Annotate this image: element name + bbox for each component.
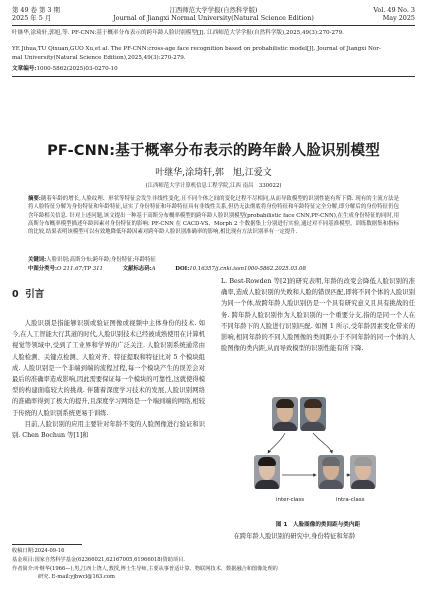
label-inter-class: inter-class	[276, 497, 305, 503]
footnote-author-line1: 作者简介:叶继华(1966—),男,江西上饶人,教授,博士生导师,主要从事普适计算、物联网技术、数据融合和图像处理的	[12, 566, 278, 572]
figure-caption: 图 1 人脸图像的类间距与类内距	[275, 522, 361, 528]
footnote-fund: 基金项目:国家自然科学基金(62366021,62167005,61966018)资助项目.	[12, 557, 185, 563]
article-number-label: 文章编号:	[12, 66, 37, 72]
abstract-label: 摘要:	[28, 196, 41, 202]
label-intra-class: intra-class	[336, 497, 365, 503]
doi-value: 10.16357/j.cnki.issn1000-5862.2025.03.08	[189, 266, 306, 272]
left-column	[12, 318, 205, 441]
paper-title: PF-CNN:基于概率分布表示的跨年龄人脸识别模型	[47, 143, 380, 159]
journal-title	[0, 6, 427, 22]
header-rule	[12, 25, 415, 26]
clc-value: O 211.67;TP 311	[56, 266, 103, 272]
volume-issue: 第 49 卷 第 3 期	[12, 6, 60, 14]
footnote-rule	[12, 544, 82, 545]
citation-en	[12, 45, 415, 63]
footnote-author-line2: 研究. E-mail:yjhwcl@163.com	[38, 574, 115, 581]
keywords-text: 人脸识别;高斯分布;跨年龄;身份特征;年龄特征	[46, 257, 156, 263]
issue-date-cn: 2025 年 5 月	[12, 14, 52, 22]
article-number-value: 1000-5862(2025)03-0270-10	[36, 66, 118, 72]
doi-label: DOI:	[175, 266, 190, 272]
clc-label: 中图分类号:	[28, 266, 57, 272]
right-column	[221, 276, 415, 354]
doc-code-label: 文献标志码:	[122, 266, 152, 272]
citation-rule	[12, 76, 415, 77]
section-heading	[12, 286, 44, 300]
paragraph: 人脸识别是指能够识别或验证图像或视频中主体身份的技术. 如今,在人工智能大行其道的时代,人脸识别技术已经被成熟使用在计算机视觉等领域中,受到了工业界和学界的广泛关注. 人脸识别系统通常由人脸检测、关键点检测、人脸对齐、特征提取和特征比对 5 个模块组成. 人脸识别是一个非端到端的流程过程,每一个模块产生的误差会对最后的准确率造成影响,因此需要保证每一个模块的可靠性,这就使得模型的构建面临较大的挑战. 伴随着深度学习技术的发展,人脸识别网络的准确率得到了极大的提升,且深度学习网络是一个端到端的网络,相较于传统的人脸识别系统更易于训练.	[12, 320, 205, 417]
issue-date-en: May 2025	[382, 14, 415, 22]
journal-title-en: Journal of Jiangxi Normal University(Natural Science Edition)	[113, 14, 314, 22]
journal-volume-en	[373, 6, 415, 22]
doc-code-value: A	[151, 266, 156, 272]
volume-issue-en: Vol. 49 No. 3	[373, 6, 415, 14]
figure-arrows	[240, 395, 400, 515]
citation-cn: 叶继华,涂琦轩,郭旭,等. PF-CNN:基于概率分布表示的跨年龄人脸识别模型[J]. 江西师范大学学报(自然科学版),2025,49(3):270-279.	[12, 30, 344, 36]
footnote-author	[12, 565, 415, 582]
citation-en-line2: mal University(Natural Science Edition),2025,49(3):270-279.	[12, 55, 186, 61]
paragraph: 目前,人脸识别的应用主要针对年龄不变的人脸图像进行验证和识别. Chen Bochun 等[1]和	[12, 420, 205, 440]
journal-title-cn: 江西师范大学学报(自然科学版)	[169, 6, 258, 14]
article-number	[12, 65, 415, 74]
footnote-received: 收稿日期:2024-09-16	[12, 548, 65, 554]
section-title: 引言	[25, 289, 45, 300]
keywords-label: 关键词:	[28, 257, 47, 263]
citation-en-line1: YE Jihua,TU Qixuan,GUO Xu,et al. The PF-CNN:cross-age face recognition based on probabilistic model[J]. Journal of Jiangxi Nor-	[12, 46, 381, 52]
paragraph: 在跨年龄人脸识别的研究中,身份特征和年龄	[233, 533, 356, 540]
abstract	[28, 195, 399, 236]
clc	[28, 265, 103, 273]
doc-code	[123, 265, 156, 273]
section-number: 0	[12, 289, 19, 300]
keywords	[28, 256, 399, 264]
classification	[28, 265, 399, 273]
paragraph: L. Best-Rowden 等[2]的研究表明,年龄的改变会降低人脸识别的准确率,造成人脸识别的失败和人脸的错误匹配,即将不同个体的人脸识别为同一个体,故跨年龄人脸识别仍是一个具有研究意义且具有挑战的任务. 跨年龄人脸识别作为人脸识别的一个重要分支,指的是同一个人在不同年龄下的人脸进行识别匹配. 如图 1 所示,受年龄因素变化带来的影响,相同年龄的不同人脸图像的类间距小于不同年龄的同一个体的人脸图像的类内距,从而导致模型的识别性能有所下降.	[221, 278, 415, 353]
figure-1	[240, 395, 400, 515]
affiliation: (江西师范大学计算机信息工程学院,江西 南昌 330022)	[145, 183, 282, 189]
authors: 叶继华,涂琦轩,郭 旭,江爱文	[155, 168, 272, 178]
doi	[175, 265, 306, 273]
abstract-text: 随着年龄的增长,人脸纹理、形状等特征会发生非线性变化,且不同个体之间的变化过程不尽相同,从而导致模型的识别性能有所下降. 现有的主流方法是将人脸特征分解为身份特征和年龄特征,证实了身份特征和年龄特征具有非线性关系,但仍无法彻底将身份特征和年龄特征完全分解,即分解后的身份特征仍包含年龄相关信息. 针对上述问题,该文提出一种基于高斯分布概率模型的跨年龄人脸识别模型(probabilistic face CNN,PF-CNN),在生成身份特征的同时,用高斯分布概率模型描述年龄因素对身份特征的影响. PF-CNN 在 CACD-VS、Morph 2 个数据集上分别进行实验,通过对不同基准模型、训练数据集和指标的比较,结果表明该模型可以有效地降低年龄因素对跨年龄人脸识别准确率的影响,相比现有方法识别率有一定提升.	[28, 196, 399, 236]
